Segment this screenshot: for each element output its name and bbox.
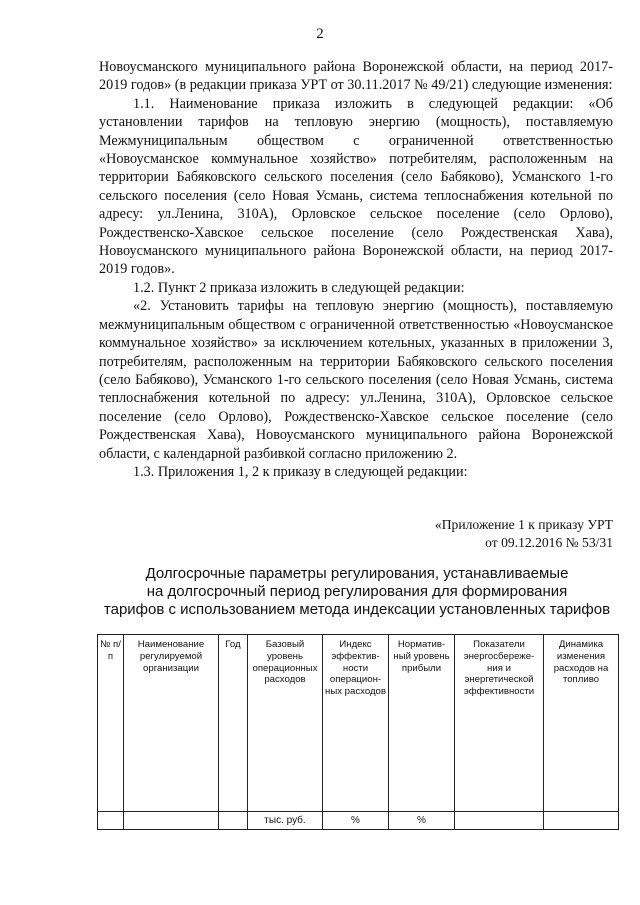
header-cell-fuel-dynamics: Динамика изменения расходов на топливо [544,635,619,812]
unit-cell: % [389,812,455,830]
header-cell-organization: Наименование регулируемой организации [124,635,219,812]
appendix-reference-line: от 09.12.2016 № 53/31 [485,534,613,550]
unit-cell [98,812,124,830]
page-number: 2 [316,26,324,42]
paragraph-2-quote: «2. Установить тарифы на тепловую энергию (мощность), поставляемую межмуниципальным обществом с ограниченной ответственностью «Новоусманское коммунальное хозяйство» за исключением котельных, указанных в приложении 3, потребителям, расположенным на территории Бабяковского сельского поселения (село Бабяково), Усманского 1-го сельского поселения (село Новая Усмань, система теплоснабжения котельной по адресу: ул.Ленина, 310А), Орловское сельское поселение (село Орлово), Рождественско-Хавское сельское поселение (село Рождественская Хава), Новоусманского муниципального района Воронежской области, с календарной разбивкой согласно приложению 2. [99,298,613,462]
table-title-line: на долгосрочный период регулирования для формирования [146,583,568,600]
table-title-line: тарифов с использованием метода индексации установленных тарифов [103,601,611,618]
parameters-table [97,634,619,830]
unit-cell: % [323,812,389,830]
unit-cell [544,812,619,830]
table-title-line: Долгосрочные параметры регулирования, устанавливаемые [145,565,569,582]
unit-cell [455,812,544,830]
document-body [99,58,613,481]
table-header-row [98,635,619,812]
unit-cell [219,812,248,830]
appendix-reference-line: «Приложение 1 к приказу УРТ [434,517,613,532]
header-cell-base-opex: Базовый уровень операционных расходов [248,635,323,812]
table-title [100,565,614,619]
unit-cell [124,812,219,830]
header-cell-year: Год [219,635,248,812]
header-cell-energy-indicators: Показатели энергосбереже-ния и энергетической эффективности [455,635,544,812]
paragraph-1-1: 1.1. Наименование приказа изложить в следующей редакции: «Об установлении тарифов на тепловую энергию (мощность), поставляемую Межмуниципальным обществом с ограниченной ответственностью «Новоусманское коммунальное хозяйство» потребителям, расположенным на территории Бабяковского сельского поселения (село Бабяково), Усманского 1-го сельского поселения (село Новая Усмань, система теплоснабжения котельной по адресу: ул.Ленина, 310А), Орловское сельское поселение (село Орлово), Рождественско-Хавское сельское поселение (село Рождественская Хава), Новоусманского муниципального района Воронежской области, на период 2017-2019 годов». [99,95,613,278]
paragraph-1-3: 1.3. Приложения 1, 2 к приказу в следующей редакции: [133,463,468,480]
paragraph-intro: Новоусманского муниципального района Воронежской области, на период 2017-2019 годов» (в редакции приказа УРТ от 30.11.2017 № 49/21) следующие изменения: [99,59,613,94]
appendix-reference [435,516,613,551]
header-cell-number: № п/п [98,635,124,812]
header-cell-efficiency-index: Индекс эффектив-ности операцион-ных расходов [323,635,389,812]
unit-cell: тыс. руб. [248,812,323,830]
paragraph-1-2: 1.2. Пункт 2 приказа изложить в следующей редакции: [133,279,465,296]
header-cell-profit-level: Норматив-ный уровень прибыли [389,635,455,812]
table-units-row [98,812,619,830]
